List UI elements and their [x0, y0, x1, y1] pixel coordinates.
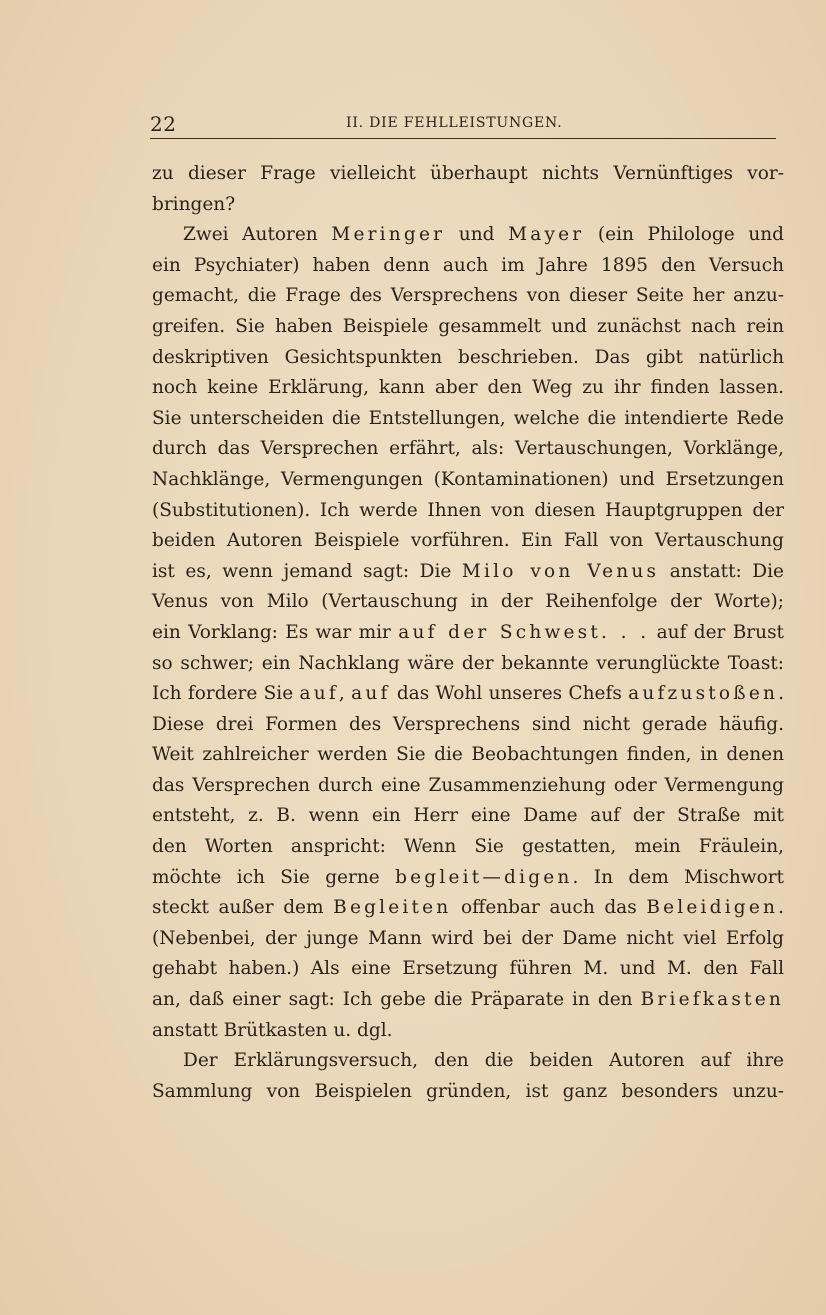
text-segment: auf der Brust — [649, 621, 784, 643]
text-line: Diese drei Formen des Versprechens sind nicht gerade häufig. — [152, 713, 784, 735]
text-line: so schwer; ein Nachklang wäre der bekannte verunglückte Toast: — [152, 652, 784, 674]
text-line — [152, 618, 784, 649]
page-number: 22 — [150, 112, 177, 136]
spaced-emphasis: aufzustoßen — [628, 683, 779, 705]
text-line: Nachklänge, Vermengungen (Kontaminationen) und Ersetzungen — [152, 468, 784, 490]
text-line — [152, 985, 784, 1016]
spaced-emphasis: auf der Schwest. . . — [398, 621, 650, 643]
text-line: das Versprechen durch eine Zusammenziehung oder Vermengung — [152, 774, 784, 796]
spaced-emphasis: Milo von Venus — [461, 560, 660, 582]
text-line: den Worten anspricht: Wenn Sie gestatten, mein Fräulein, — [152, 836, 784, 858]
text-line: greifen. Sie haben Beispiele gesammelt und zunächst nach rein — [152, 315, 784, 337]
running-head: II. DIE FEHLLEISTUNGEN. — [346, 115, 563, 131]
text-line: Venus von Milo (Vertauschung in der Reihenfolge der Worte); — [152, 591, 784, 613]
text-segment: Ich fordere Sie — [152, 683, 300, 705]
spaced-emphasis: Briefkasten — [640, 989, 784, 1011]
text-line: beiden Autoren Beispiele vorführen. Ein Fall von Vertauschung — [152, 530, 784, 552]
text-line — [152, 679, 784, 710]
text-line: zu dieser Frage vielleicht überhaupt nichts Vernünftiges vor- — [152, 163, 784, 184]
text-segment: . — [778, 897, 785, 919]
text-line: Sie unterscheiden die Entstellungen, welche die intendierte Rede — [152, 407, 784, 429]
spaced-emphasis: begleit—digen — [395, 866, 573, 888]
spaced-emphasis: Meringer — [331, 224, 446, 246]
spaced-emphasis: auf — [299, 683, 339, 705]
text-segment: (ein Philologe und — [584, 224, 784, 246]
text-segment: das Wohl unseres Chefs — [390, 683, 629, 705]
text-line: gemacht, die Frage des Versprechens von dieser Seite her anzu- — [152, 285, 784, 307]
text-line: bringen? — [152, 193, 236, 215]
text-segment: anstatt: Die — [659, 560, 784, 582]
text-segment: möchte ich Sie gerne — [152, 866, 396, 888]
spaced-emphasis: Beleidigen — [646, 897, 779, 919]
text-segment: , — [338, 683, 352, 705]
text-segment: offenbar auch das — [451, 897, 647, 919]
spaced-emphasis: Begleiten — [333, 897, 452, 919]
spaced-emphasis: Mayer — [508, 224, 585, 246]
text-line: (Nebenbei, der junge Mann wird bei der Dame nicht viel Erfolg — [152, 927, 784, 949]
text-segment: und — [445, 224, 509, 246]
text-line: durch das Versprechen erfährt, als: Vertauschungen, Vorklänge, — [152, 438, 784, 460]
text-segment: ein Vorklang: Es war mir — [152, 621, 399, 643]
text-line: entsteht, z. B. wenn ein Herr eine Dame auf der Straße mit — [152, 805, 784, 827]
text-line: Der Erklärungsversuch, den die beiden Autoren auf ihre — [183, 1050, 784, 1072]
text-line: deskriptiven Gesichtspunkten beschrieben. Das gibt natürlich — [152, 346, 784, 368]
text-segment: steckt außer dem — [152, 897, 334, 919]
text-line: gehabt haben.) Als eine Ersetzung führen M. und M. den Fall — [152, 958, 784, 980]
text-line: Weit zahlreicher werden Sie die Beobachtungen finden, in denen — [152, 744, 784, 766]
text-line — [152, 863, 784, 894]
text-line — [152, 557, 784, 588]
text-line: (Substitutionen). Ich werde Ihnen von diesen Hauptgruppen der — [152, 499, 784, 521]
text-line — [152, 893, 784, 924]
text-line: Sammlung von Beispielen gründen, ist ganz besonders unzu- — [152, 1080, 784, 1102]
body-text — [152, 159, 784, 1107]
text-line: noch keine Erklärung, kann aber den Weg zu ihr finden lassen. — [152, 377, 784, 399]
text-segment: Zwei Autoren — [183, 224, 332, 246]
spaced-emphasis: auf — [351, 683, 391, 705]
text-segment: . — [778, 683, 784, 705]
text-segment: an, daß einer sagt: Ich gebe die Präparate in den — [152, 989, 641, 1011]
text-line — [152, 220, 784, 251]
text-segment: . In dem Mischwort — [572, 866, 784, 888]
text-line: ein Psychiater) haben denn auch im Jahre 1895 den Versuch — [152, 254, 784, 276]
text-line: anstatt Brütkasten u. dgl. — [152, 1019, 393, 1041]
text-segment: ist es, wenn jemand sagt: Die — [152, 560, 462, 582]
page-header — [150, 112, 776, 139]
